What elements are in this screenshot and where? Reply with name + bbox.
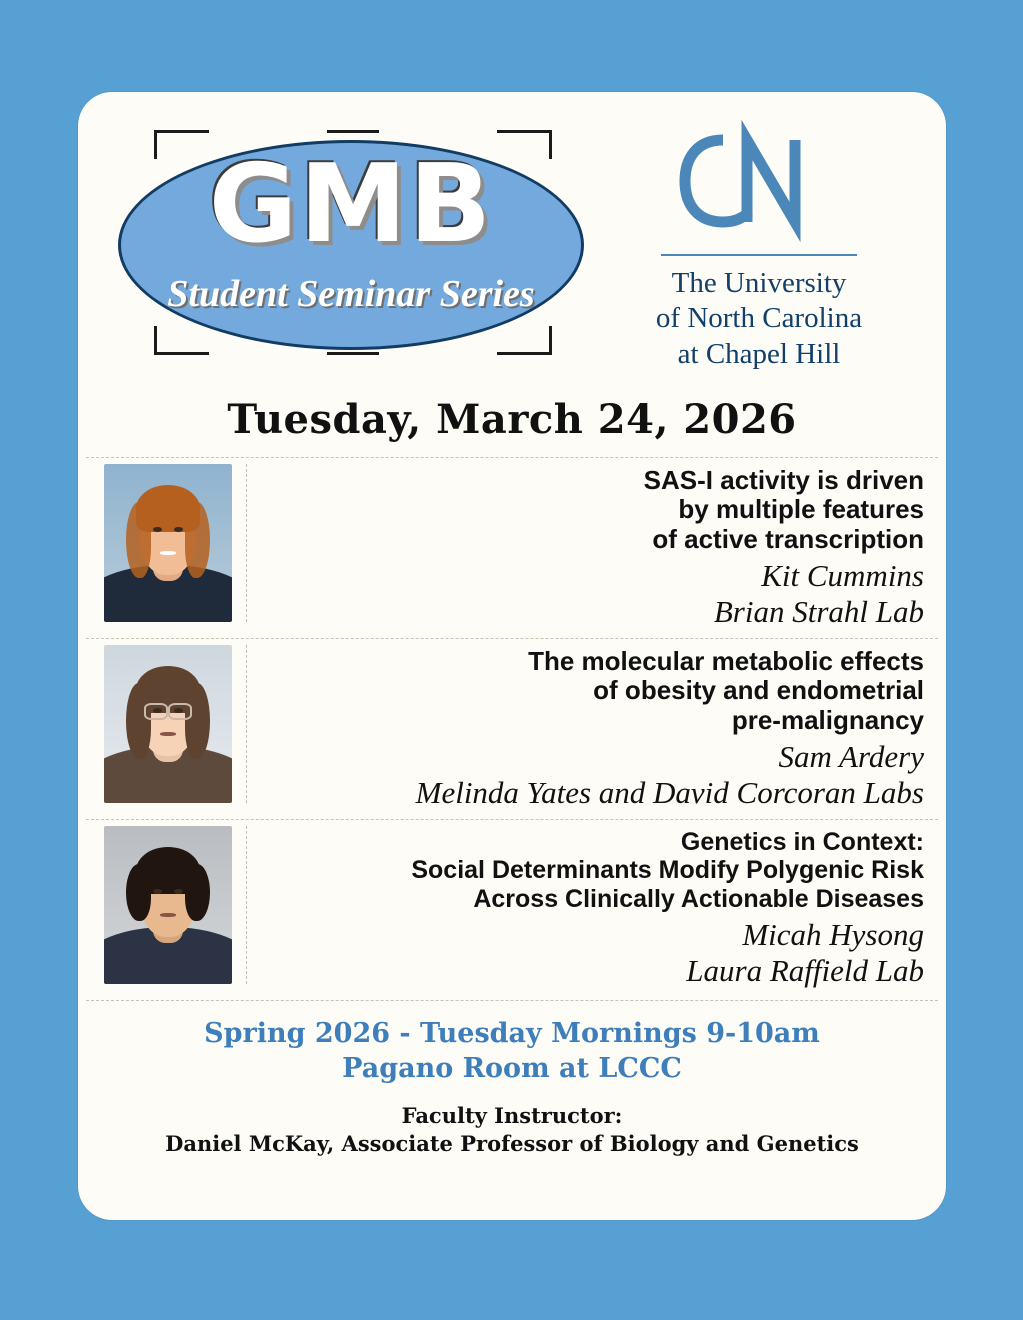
faculty-name: Daniel McKay, Associate Professor of Biology and Genetics [165, 1131, 859, 1157]
talk-row [86, 639, 938, 820]
talk-title [261, 466, 924, 554]
talk-lab: Brian Strahl Lab [713, 594, 924, 630]
talk-title-line: SAS-I activity is driven [643, 465, 924, 495]
talk-row [86, 820, 938, 1001]
talk-text [247, 464, 938, 630]
gmb-logo [118, 110, 588, 375]
talk-title-line: by multiple features [678, 494, 924, 525]
seminar-poster [78, 92, 946, 1220]
talk-title-line: The molecular metabolic effects [528, 646, 924, 676]
talk-speaker: Sam Ardery [778, 739, 924, 775]
seminar-date: Tuesday, March 24, 2026 [227, 396, 797, 443]
talk-title [261, 647, 924, 735]
talk-title [261, 828, 924, 913]
talk-title-line: pre-malignancy [731, 704, 924, 735]
talk-row [86, 458, 938, 639]
talk-title-line: Social Determinants Modify Polygenic Risk [411, 856, 924, 885]
talk-title-line: Across Clinically Actionable Diseases [473, 884, 924, 913]
bracket-bottom-left [154, 326, 209, 355]
photo-cell [86, 464, 247, 622]
unc-divider [661, 254, 857, 256]
unc-name-line-2: of North Carolina [655, 302, 863, 335]
talk-lab: Laura Raffield Lab [686, 952, 924, 988]
speaker-photo-sam-ardery [104, 645, 232, 803]
unc-branding [614, 116, 904, 372]
talk-speaker: Micah Hysong [742, 916, 924, 952]
bracket-top-middle [327, 130, 379, 133]
faculty-label: Faculty Instructor: [401, 1103, 623, 1129]
gmb-logo-title: GMB [208, 142, 494, 267]
eyeglasses-icon [144, 703, 193, 716]
speaker-photo-kit-cummins [104, 464, 232, 622]
photo-cell [86, 645, 247, 803]
faculty-block [78, 1102, 946, 1159]
speaker-photo-micah-hysong [104, 826, 232, 984]
unc-nc-logo-icon [614, 116, 904, 246]
talk-text [247, 826, 938, 989]
photo-cell [86, 826, 247, 984]
gmb-logo-subtitle: Student Seminar Series [167, 273, 535, 315]
unc-name-line-3: at Chapel Hill [677, 337, 841, 370]
talk-lab: Melinda Yates and David Corcoran Labs [415, 775, 924, 811]
talk-list [86, 457, 938, 1001]
talk-text [247, 645, 938, 811]
unc-name-line-1: The University [671, 267, 847, 299]
series-location-line: Pagano Room at LCCC [342, 1052, 682, 1084]
talk-title-line: Genetics in Context: [680, 828, 924, 856]
unc-name [614, 266, 904, 372]
bracket-bottom-middle [327, 352, 379, 355]
series-schedule-line-1: Spring 2026 - Tuesday Mornings 9-10am [204, 1018, 820, 1049]
bracket-bottom-right [497, 326, 552, 355]
poster-header [78, 92, 946, 392]
talk-title-line: of obesity and endometrial [593, 675, 924, 706]
talk-speaker: Kit Cummins [761, 558, 924, 594]
poster-footer [78, 1017, 946, 1159]
talk-title-line: of active transcription [652, 523, 924, 554]
